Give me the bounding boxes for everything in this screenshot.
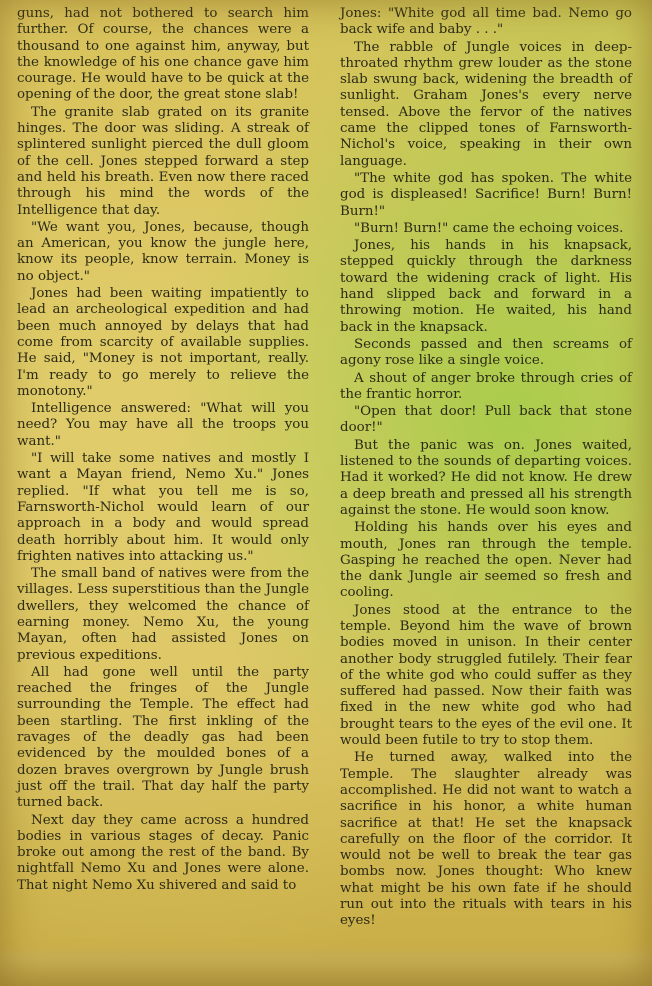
paragraph: guns, had not bothered to search him further. Of course, the chances were a thousand to one against him, anyway, but the knowledge of his one chance gave him courage. He would have to be quick at the opening of the door, the great stone slab! [17,6,309,103]
paragraph: Jones stood at the entrance to the temple. Beyond him the wave of brown bodies moved in unison. In their center another body struggled futilely. Their fear of the white god who could suffer as they suffered had passed. Now their faith was fixed in the new white god who had brought tears to the eyes of the evil one. It would been futile to try to stop them. [340,602,632,749]
right-text-column [340,6,632,931]
paragraph: The small band of natives were from the villages. Less superstitious than the Jungle dwellers, they welcomed the chance of earning money. Nemo Xu, the young Mayan, often had assisted Jones on previous expeditions. [17,566,309,663]
paragraph: Jones had been waiting impatiently to lead an archeological expedition and had been much annoyed by delays that had come from scarcity of available supplies. He said, "Money is not important, really. I'm ready to go merely to relieve the monotony." [17,286,309,399]
paragraph: Jones: "White god all time bad. Nemo go back wife and baby . . ." [340,6,632,38]
paragraph: "We want you, Jones, because, though an American, you know the jungle here, know its people, know terrain. Money is no object." [17,219,309,284]
paragraph: Seconds passed and then screams of agony rose like a single voice. [340,336,632,369]
paragraph: Jones, his hands in his knapsack, stepped quickly through the darkness toward the widening crack of light. His hand slipped back and forward in a throwing motion. He waited, his hand back in the knapsack. [340,238,632,335]
left-text-column [17,6,309,895]
paragraph: "Open that door! Pull back that stone door!" [340,404,632,436]
page-bottom-margin [0,945,652,986]
paragraph: Intelligence answered: "What will you need? You may have all the troops you want." [17,401,309,449]
paragraph: The granite slab grated on its granite hinges. The door was sliding. A streak of splintered sunlight pierced the dull gloom of the cell. Jones stepped forward a step and held his breath. Even now there raced through his mind the words of the Intelligence that day. [17,104,309,218]
paragraph: All had gone well until the party reached the fringes of the Jungle surrounding the Temple. The effect had been startling. The first inkling of the ravages of the deadly gas had been evidenced by the moulded bones of a dozen braves overgrown by Jungle brush just off the trail. That day half the party turned back. [17,664,309,811]
paragraph: The rabble of Jungle voices in deep-throated rhythm grew louder as the stone slab swung back, widening the breadth of sunlight. Graham Jones's every nerve tensed. Above the fervor of the natives came the clipped tones of Farnsworth-Nichol's voice, speaking in their own language. [340,39,632,169]
paragraph: "I will take some natives and mostly I want a Mayan friend, Nemo Xu." Jones replied. "If what you tell me is so, Farnsworth-Nichol would learn of our approach in a body and would spread death horribly about him. It would only frighten natives into attacking us." [17,451,309,564]
paragraph: But the panic was on. Jones waited, listened to the sounds of departing voices. Had it worked? He did not know. He drew a deep breath and pressed all his strength against the stone. He would soon know. [340,437,632,518]
paragraph: He turned away, walked into the Temple. The slaughter already was accomplished. He did not want to watch a sacrifice in his honor, a white human sacrifice at that! He set the knapsack carefully on the floor of the corridor. It would not be well to break the tear gas bombs now. Jones thought: Who knew what might be his own fate if he should run out into the rituals with tears in his eyes! [340,750,632,929]
paragraph: "Burn! Burn!" came the echoing voices. [354,220,624,236]
paragraph: A shout of anger broke through cries of the frantic horror. [340,370,632,402]
paragraph: Next day they came across a hundred bodies in various stages of decay. Panic broke out among the rest of the band. By nightfall Nemo Xu and Jones were alone. That night Nemo Xu shivered and said to [17,812,309,893]
paragraph: Holding his hands over his eyes and mouth, Jones ran through the temple. Gasping he reached the open. Never had the dank Jungle air seemed so fresh and cooling. [340,520,632,601]
paragraph: "The white god has spoken. The white god is displeased! Sacrifice! Burn! Burn! Burn!" [340,170,632,219]
